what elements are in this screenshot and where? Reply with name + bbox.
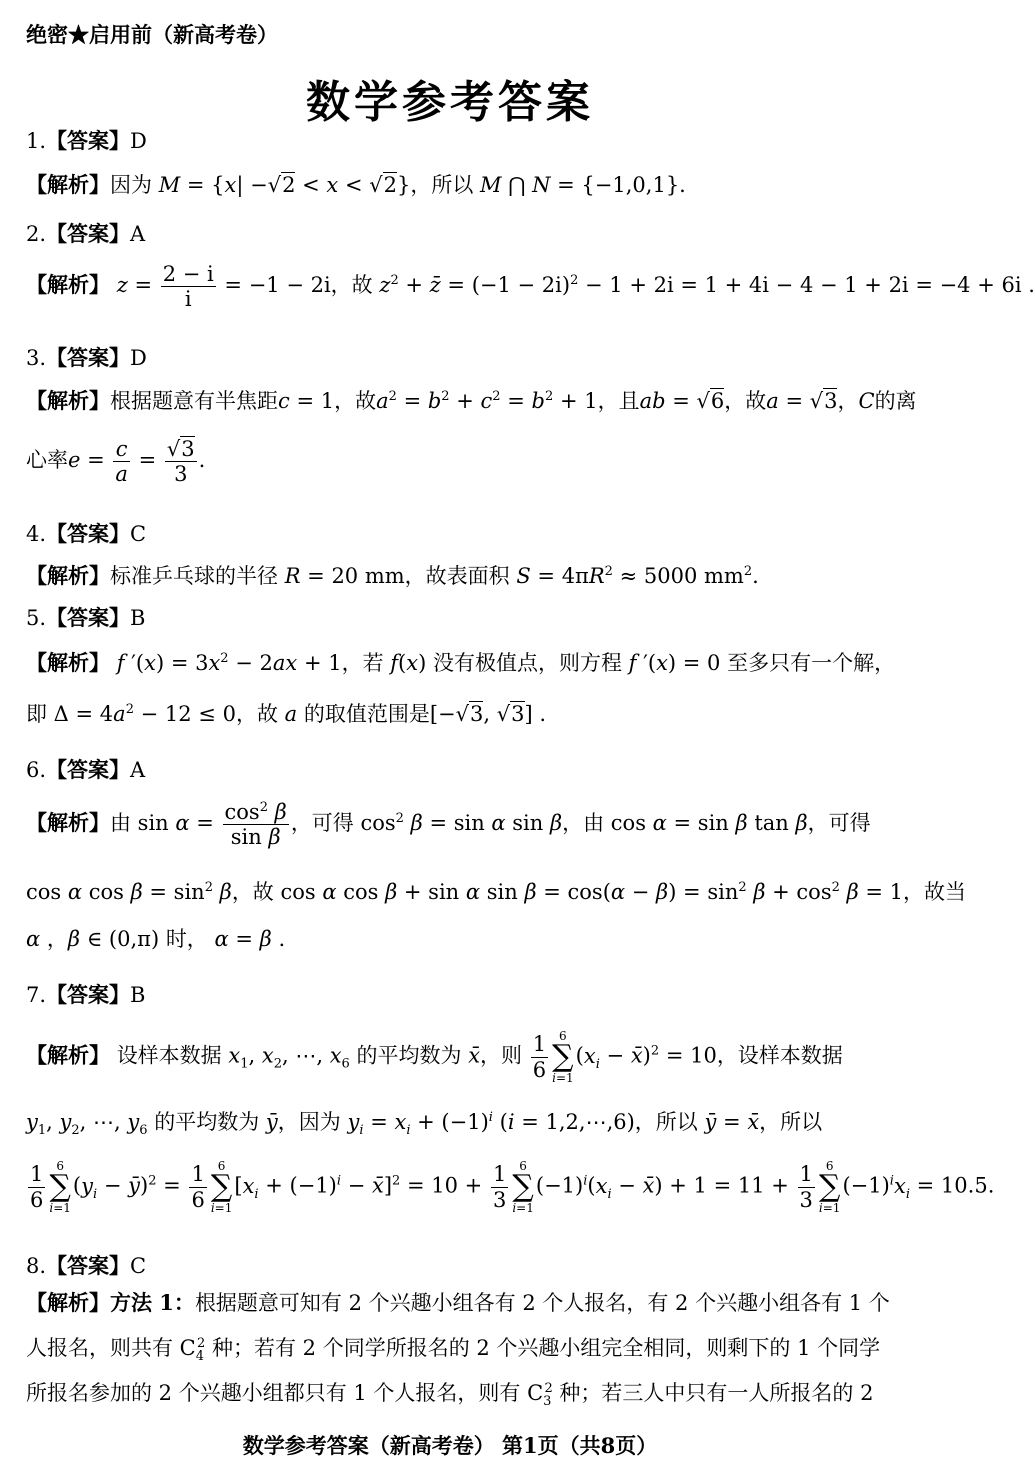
q3-analysis: 【解析】根据题意有半焦距c = 1，故$a^2 = b^2 + c^2 = b^2 + 1$，且ab = √6，故a = √3，C的离 — [26, 388, 917, 413]
q7-answer: 7.【答案】B — [26, 982, 146, 1007]
q8-answer: 8.【答案】C — [26, 1253, 147, 1278]
q5-answer: 5.【答案】B — [26, 605, 146, 630]
q1-analysis: 【解析】因为 M = {x| −√2 < x < √2}，所以 M ⋂ N = {−1,0,1}. — [26, 172, 686, 197]
q6-answer: 6.【答案】A — [26, 757, 146, 782]
page-footer: 数学参考答案（新高考卷） 第1页（共8页） — [242, 1433, 658, 1458]
q8-analysis-cont2: 所报名参加的 2 个兴趣小组都只有 1 个人报名，则有 $C_3^2$ 种；若三人中只有一人所报名的 2 — [26, 1381, 874, 1410]
q7-analysis-cont2: $\frac{1}{6}$ 6 ∑ i=1 ($y_i$ − ȳ)$^2$ = $\frac{1}{6}$ 6 ∑ i=1 [$x_i + (-1)^i$ − x̄]$^2$ = 10 + $\frac{1}{3}$ 6 ∑ i=1 $(-1)^i(x_i$ − x̄) + 1 = 11 + $\frac{1}{3}$ 6 ∑ i=1 $(-1)^ix_i = 10.5$. — [30, 1159, 995, 1215]
q4-answer: 4.【答案】C — [26, 521, 147, 546]
q3-answer: 3.【答案】D — [26, 345, 147, 370]
confidential-header: 绝密★启用前（新高考卷） — [26, 22, 278, 47]
q5-analysis: 【解析】 f $'(x) = 3x^2 - 2ax + 1$，若 f(x) 没有极值点，则方程 f ′(x) = 0 至多只有一个解， — [26, 650, 896, 675]
q6-analysis: 【解析】由 sin α = $\frac{\cos^2 \beta}{\text{sin β}}$ ，可得 $\cos^2 \beta = \sin \alpha$ sin β，由 cos α = sin β tan β，可得 — [26, 800, 871, 850]
q3-analysis-cont: 心率e = $\frac{c}{a}$ = $\frac{√3}{3}$ . — [26, 437, 206, 487]
q2-answer: 2.【答案】A — [26, 221, 146, 246]
q8-analysis-cont: 人报名，则共有 $C_4^2$ 种；若有 2 个同学所报名的 2 个兴趣小组完全相同，则剩下的 1 个同学 — [26, 1336, 881, 1365]
q2-analysis: 【解析】 z = $\frac{2 - i}{i}$ = −1 − 2i，故 $z^2$ + z̄ = $(-1 - 2i)^2 - 1 + 2i = 1 + 4i - 4 - 1 + 2i = -4 + 6i$ . — [26, 262, 1035, 312]
q1-answer: 1.【答案】D — [26, 128, 147, 153]
q5-analysis-cont: 即 $\Delta = 4a^2 - 12 \le 0$，故 a 的取值范围是[−√3, √3] . — [26, 702, 547, 726]
page-title: 数学参考答案 — [306, 77, 594, 128]
q7-analysis: 【解析】 设样本数据 $x_1$, $x_2$, ⋯, $x_6$ 的平均数为 x̄，则 $\frac{1}{6}$ 6 ∑ i=1 ($x_i$ − x̄)$^2$ = 10，设样本数据 — [26, 1029, 843, 1085]
q8-analysis: 【解析】方法 1：根据题意可知有 2 个兴趣小组各有 2 个人报名，有 2 个兴趣小组各有 1 个 — [26, 1290, 890, 1315]
q6-analysis-cont: cos α $\cos \beta = \sin^2 \beta$，故 cos α cos β + sin α $\sin \beta = \cos(\alpha - \beta) = \sin^2 \beta + \cos^2 \beta = 1$，故当 — [26, 880, 967, 904]
q7-analysis-cont: $y_1$, $y_2$, ⋯, $y_6$ 的平均数为 ȳ，因为 $y_i = x_i + (-1)^i$ (i = 1,2,⋯,6)，所以 ȳ = x̄，所以 — [26, 1110, 823, 1139]
q6-analysis-cont2: α ，β ∈ (0,π) 时， α = β . — [26, 927, 286, 951]
q4-analysis: 【解析】标准乒乓球的半径 R = 20 mm，故表面积 $S = 4\pi R^2 \approx 5000$ $mm^2$. — [26, 563, 759, 588]
